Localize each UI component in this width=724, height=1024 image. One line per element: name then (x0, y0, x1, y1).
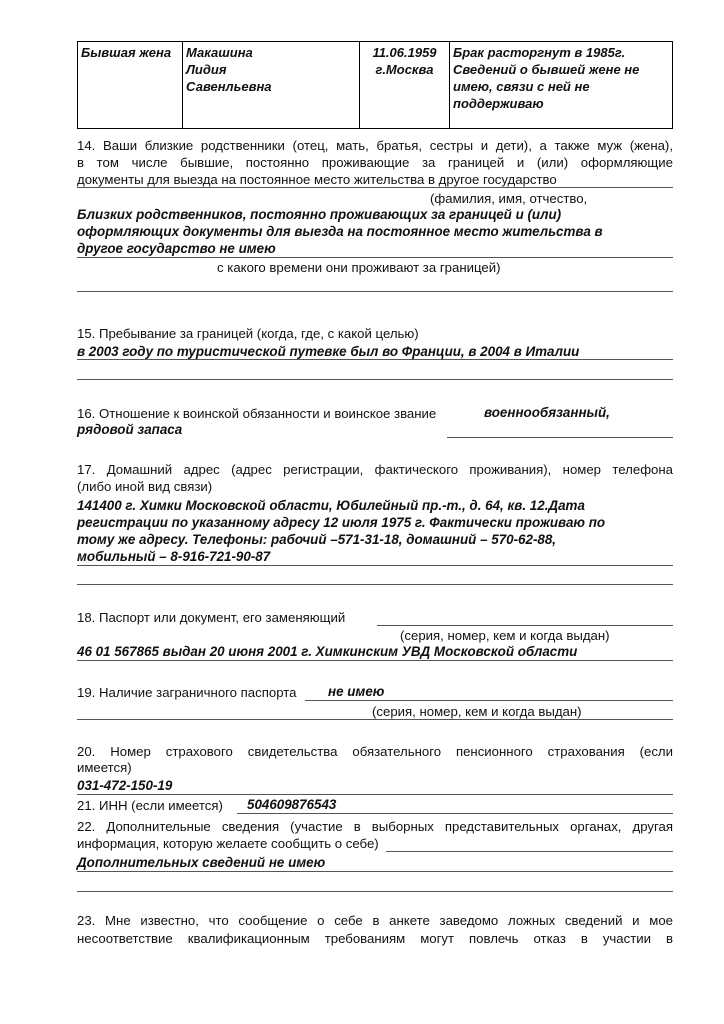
s19-hint: (серия, номер, кем и когда выдан) (372, 704, 582, 719)
relation-text: Бывшая жена (81, 45, 172, 60)
s17-answer-3: тому же адресу. Телефоны: рабочий –571-31-18, домашний – 570-62-88, (77, 532, 557, 547)
s15-underline-1 (77, 359, 673, 360)
s14-hint-2: с какого времени они проживают за границей) (217, 260, 501, 275)
name-line: Лидия (186, 62, 227, 77)
birth-date: 11.06.1959 (372, 45, 437, 60)
s20-answer: 031-472-150-19 (77, 778, 173, 793)
relation-cell (78, 42, 183, 129)
s21-answer: 504609876543 (247, 797, 337, 812)
birth-cell (360, 42, 450, 129)
s17-answer-2: регистрации по указанному адресу 12 июля 1975 г. Фактически проживаю по (77, 515, 606, 530)
s14-hint-1: (фамилия, имя, отчество, (430, 191, 588, 206)
s17-answer-1: 141400 г. Химки Московской области, Юбилейный пр.-т., д. 64, кв. 12.Дата (77, 498, 585, 513)
info-line: поддерживаю (453, 96, 544, 111)
s20-line-2: имеется) (77, 760, 132, 775)
s23-line-2: несоответствие квалификационным требованиям могут повлечь отказ в участии в (77, 931, 673, 946)
s14-line-1: 14. Ваши близкие родственники (отец, мать, братья, сестры и дети), а также муж (жена), (77, 138, 673, 153)
s16-answer-a: военнообязанный, (484, 405, 610, 420)
s14-underline-2 (77, 257, 673, 258)
s22-underline-1 (386, 851, 673, 852)
s20-line-1: 20. Номер страхового свидетельства обязательного пенсионного страхования (если (77, 744, 673, 759)
s17-line-1: 17. Домашний адрес (адрес регистрации, фактического проживания), номер телефона (77, 462, 673, 477)
s14-underline-3 (77, 291, 673, 292)
s23-line-1: 23. Мне известно, что сообщение о себе в анкете заведомо ложных сведений и мое (77, 913, 673, 928)
s19-underline-1 (305, 700, 673, 701)
name-line: Савенльевна (186, 79, 272, 94)
s14-line-3: документы для выезда на постоянное место жительства в другое государство (77, 172, 557, 187)
s16-answer-b: рядовой запаса (77, 422, 183, 437)
s22-answer: Дополнительных сведений не имею (77, 855, 326, 870)
s21-label: 21. ИНН (если имеется) (77, 798, 223, 813)
birth-place: г.Москва (375, 62, 434, 77)
s22-line-2: информация, которую желаете сообщить о себе) (77, 836, 379, 851)
s15-label: 15. Пребывание за границей (когда, где, с какой целью) (77, 326, 419, 341)
s22-underline-3 (77, 891, 673, 892)
s14-underline-1 (77, 187, 673, 188)
s22-underline-2 (77, 871, 673, 872)
s15-answer: в 2003 году по туристической путевке был во Франции, в 2004 в Италии (77, 344, 580, 359)
s14-answer-3: другое государство не имею (77, 241, 276, 256)
s17-answer-4: мобильный – 8-916-721-90-87 (77, 549, 271, 564)
info-line: Брак расторгнут в 1985г. (453, 45, 626, 60)
info-line: Сведений о бывшей жене не (453, 62, 640, 77)
name-cell (183, 42, 360, 129)
table-row (78, 42, 673, 129)
s21-underline (237, 813, 673, 814)
name-line: Макашина (186, 45, 253, 60)
s18-underline-1 (377, 625, 673, 626)
s17-line-2: (либо иной вид связи) (77, 479, 213, 494)
s16-label: 16. Отношение к воинской обязанности и воинское звание (77, 406, 437, 421)
s19-label: 19. Наличие заграничного паспорта (77, 685, 297, 700)
relatives-table (77, 41, 673, 129)
s14-answer-1: Близких родственников, постоянно проживающих за границей и (или) (77, 207, 562, 222)
info-line: имею, связи с ней не (453, 79, 590, 94)
s14-line-2: в том числе бывшие, постоянно проживающие за границей и (или) оформляющие (77, 155, 673, 170)
s22-line-1: 22. Дополнительные сведения (участие в выборных представительных органах, другая (77, 819, 673, 834)
s17-underline-1 (77, 565, 673, 566)
s18-answer: 46 01 567865 выдан 20 июня 2001 г. Химкинским УВД Московской области (77, 644, 578, 659)
s18-underline-2 (77, 660, 673, 661)
s16-underline (447, 437, 673, 438)
s20-underline (77, 794, 673, 795)
s19-underline-2 (77, 719, 673, 720)
info-cell (450, 42, 673, 129)
s18-label: 18. Паспорт или документ, его заменяющий (77, 610, 346, 625)
s18-hint: (серия, номер, кем и когда выдан) (400, 628, 610, 643)
s14-answer-2: оформляющих документы для выезда на постоянное место жительства в (77, 224, 603, 239)
s17-underline-2 (77, 584, 673, 585)
s15-underline-2 (77, 379, 673, 380)
s19-answer: не имею (328, 684, 385, 699)
